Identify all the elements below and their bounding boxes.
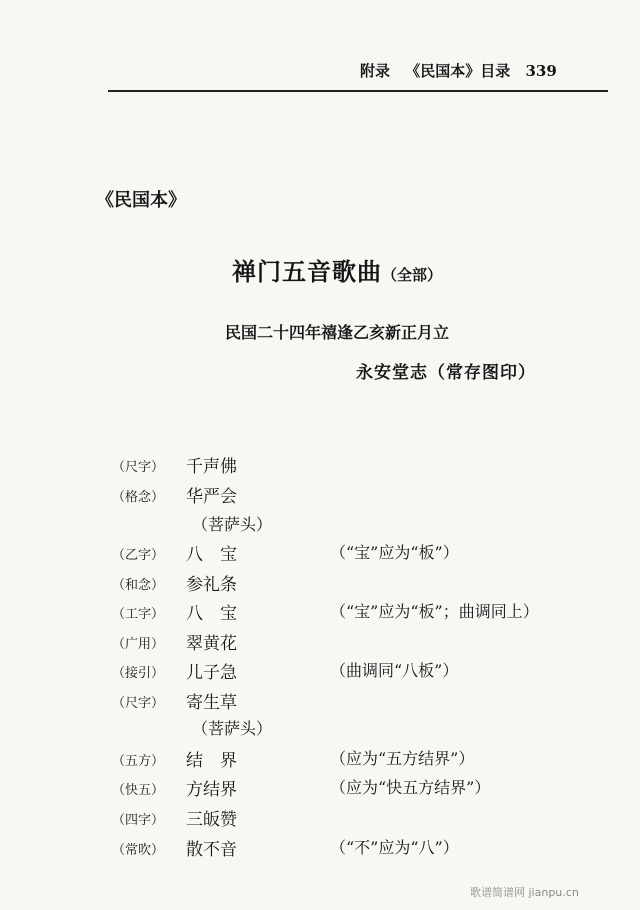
list-item [0,629,640,655]
header-appendix: 附录 [360,62,391,80]
entry-note: （“宝”应为“板”；曲调同上） [330,602,539,621]
entry-note: （曲调同“八板”） [330,661,459,680]
entry-name: 寄生草 [186,693,237,713]
list-item [0,835,640,861]
date-line: 民国二十四年禧逢乙亥新正月立 [225,323,450,342]
entry-mode: （快五） [112,783,165,798]
list-item [0,452,640,478]
entry-mode: （广用） [112,637,165,652]
entry-note: （应为“快五方结界”） [330,778,491,797]
list-item [0,599,640,625]
entry-mode: （五方） [112,754,165,769]
list-item [0,540,640,566]
entry-subhead: （菩萨头） [192,515,273,534]
doc-title-main: 禅门五音歌曲 [232,257,382,286]
list-item [0,688,640,714]
entry-name: 三皈赞 [186,810,237,830]
entry-name: 参礼条 [186,575,237,595]
list-item [0,482,640,508]
source-line: 永安堂志（常存图印） [356,363,536,383]
entry-subhead: （菩萨头） [192,719,273,738]
doc-title-sub: （全部） [382,266,443,284]
entry-name: 八 宝 [186,604,237,624]
running-header [360,60,567,81]
list-item [0,658,640,684]
entry-name: 华严会 [186,487,237,507]
header-section: 《民国本》目录 [405,62,511,80]
page-number: 339 [525,62,557,80]
entry-name: 儿子急 [186,663,237,683]
section-title: 《民国本》 [96,190,186,211]
list-item [0,570,640,596]
entry-note: （应为“五方结界”） [330,749,475,768]
list-item [0,805,640,831]
entry-name: 散不音 [186,840,237,860]
entry-mode: （尺字） [112,696,165,711]
entry-mode: （和念） [112,578,165,593]
entry-mode: （工字） [112,607,165,622]
list-item [0,775,640,801]
entry-name: 结 界 [186,751,237,771]
entry-mode: （四字） [112,813,165,828]
entry-name: 八 宝 [186,545,237,565]
entry-note: （“不”应为“八”） [330,838,459,857]
doc-title [232,252,442,287]
watermark: 歌谱简谱网 jianpu.cn [470,886,579,899]
entry-name: 方结界 [186,780,237,800]
entry-mode: （常吹） [112,843,165,858]
entry-mode: （接引） [112,666,165,681]
entry-mode: （格念） [112,490,165,505]
header-rule [108,90,608,92]
entry-note: （“宝”应为“板”） [330,543,459,562]
entry-mode: （尺字） [112,460,165,475]
entry-name: 千声佛 [186,457,237,477]
entry-mode: （乙字） [112,548,165,563]
list-item [0,746,640,772]
entry-name: 翠黄花 [186,634,237,654]
